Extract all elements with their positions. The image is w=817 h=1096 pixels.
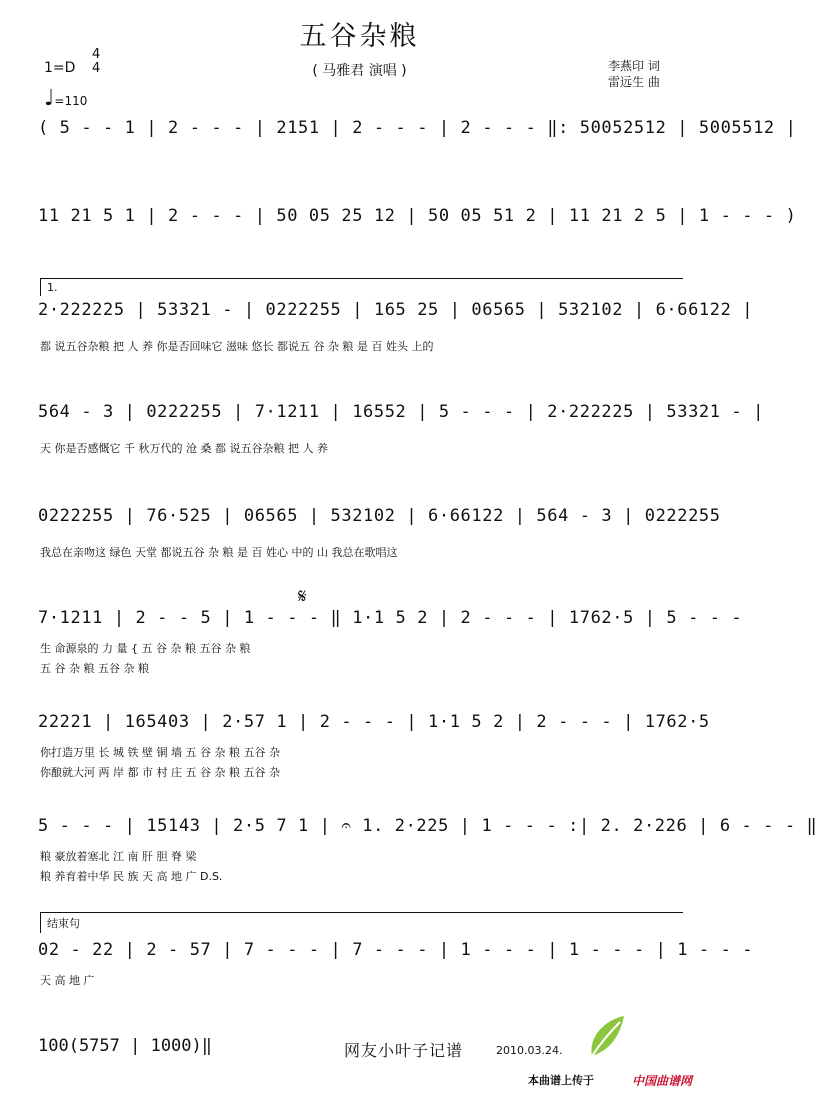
score-line-4: 564 - 3 | 0222255 | 7·1211 | 16552 | 5 - - - | 2·222225 | 53321 - | bbox=[38, 402, 764, 422]
ending-bracket bbox=[40, 912, 683, 933]
tempo-value: =110 bbox=[54, 94, 88, 108]
lyrics-line-6a: 生 命源泉的 力 量 { 五 谷 杂 粮 五谷 杂 粮 bbox=[40, 642, 251, 655]
segno-icon: 𝄋 bbox=[298, 584, 307, 608]
ending-label: 结束句 bbox=[47, 917, 80, 930]
time-signature bbox=[92, 48, 100, 76]
lyrics-line-9: 天 高 地 广 bbox=[40, 974, 95, 987]
upload-caption: 本曲谱上传于 bbox=[528, 1074, 594, 1087]
score-line-7: 22221 | 165403 | 2·57 1 | 2 - - - | 1·1 5 2 | 2 - - - | 1762·5 bbox=[38, 712, 710, 732]
time-top: 4 bbox=[92, 47, 101, 62]
transcriber-credit: 网友小叶子记谱 bbox=[344, 1041, 464, 1060]
lyrics-line-8a: 粮 豪放着塞北 江 南 肝 胆 脊 梁 bbox=[40, 850, 197, 863]
score-line-6: 7·1211 | 2 - - 5 | 1 - - - ‖ 1·1 5 2 | 2 - - - | 1762·5 | 5 - - - bbox=[38, 608, 743, 628]
composer-credit: 雷远生 曲 bbox=[608, 75, 660, 89]
transcription-date: 2010.03.24. bbox=[496, 1044, 563, 1057]
time-bottom: 4 bbox=[92, 61, 101, 76]
volta-1-bracket bbox=[40, 278, 683, 296]
site-name-link[interactable]: 中国曲谱网 bbox=[632, 1074, 693, 1088]
credits bbox=[608, 58, 660, 90]
lyrics-line-7a: 你打造万里 长 城 铁 壁 铜 墙 五 谷 杂 粮 五谷 杂 bbox=[40, 746, 280, 759]
lyricist-credit: 李燕印 词 bbox=[608, 59, 660, 73]
lyrics-line-7b: 你酿就大河 两 岸 都 市 村 庄 五 谷 杂 粮 五谷 杂 bbox=[40, 766, 280, 779]
score-line-3: 2·222225 | 53321 - | 0222255 | 165 25 | 06565 | 532102 | 6·66122 | bbox=[38, 300, 754, 320]
key-signature: 1=D bbox=[44, 60, 76, 76]
lyrics-line-8b: 粮 养育着中华 民 族 天 高 地 广 D.S. bbox=[40, 870, 223, 883]
score-line-8: 5 - - - | 15143 | 2·5 7 1 | 𝄐 1. 2·225 | 1 - - - :| 2. 2·226 | 6 - - - ‖ bbox=[38, 816, 817, 836]
score-line-10: 100(5757 | 1000)‖ bbox=[38, 1036, 212, 1056]
volta-1-label: 1. bbox=[47, 281, 58, 294]
score-line-9: 02 - 22 | 2 - 57 | 7 - - - | 7 - - - | 1 - - - | 1 - - - | 1 - - - bbox=[38, 940, 754, 960]
lyrics-line-3: 都 说五谷杂粮 把 人 养 你是否回味它 滋味 悠长 都说五 谷 杂 粮 是 百 姓头 上的 bbox=[40, 340, 434, 353]
quarter-note-icon: ♩ bbox=[44, 86, 55, 111]
lyrics-line-4: 天 你是否感慨它 千 秋万代的 沧 桑 都 说五谷杂粮 把 人 养 bbox=[40, 442, 328, 455]
score-line-1: ( 5 - - 1 | 2 - - - | 2151 | 2 - - - | 2 - - - ‖: 50052512 | 5005512 | bbox=[38, 118, 797, 138]
lyrics-line-6b: 五 谷 杂 粮 五谷 杂 粮 bbox=[40, 662, 149, 675]
performer-subtitle: ( 马雅君 演唱 ) bbox=[312, 63, 407, 79]
score-line-5: 0222255 | 76·525 | 06565 | 532102 | 6·66122 | 564 - 3 | 0222255 bbox=[38, 506, 721, 526]
lyrics-line-5: 我总在亲吻这 绿色 天堂 都说五谷 杂 粮 是 百 姓心 中的 山 我总在歌唱这 bbox=[40, 546, 398, 559]
song-title: 五谷杂粮 bbox=[299, 21, 420, 52]
leaf-logo-icon bbox=[584, 1012, 628, 1066]
score-line-2: 11 21 5 1 | 2 - - - | 50 05 25 12 | 50 05 51 2 | 11 21 2 5 | 1 - - - ) bbox=[38, 206, 797, 226]
tempo-marking bbox=[44, 86, 87, 111]
